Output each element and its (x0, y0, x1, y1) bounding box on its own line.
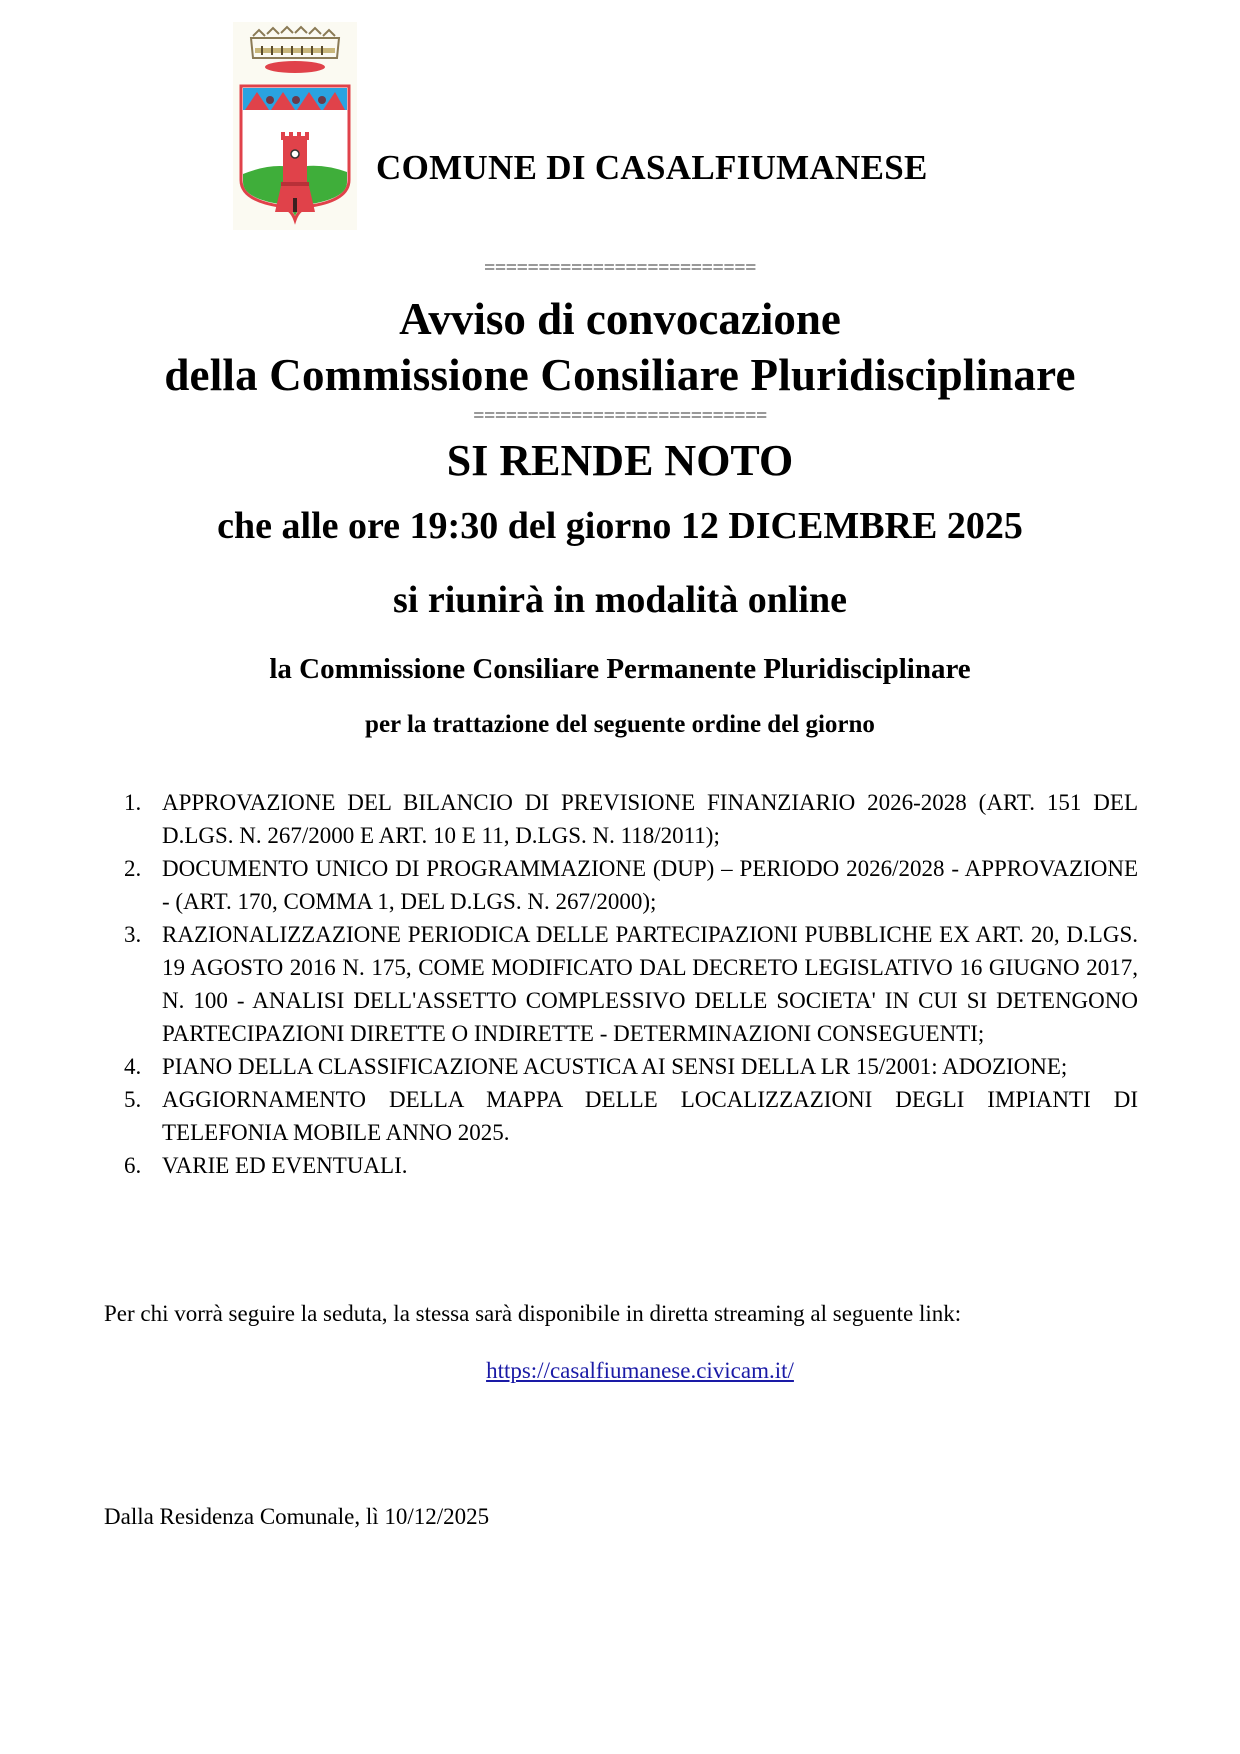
agenda-item (118, 1149, 1138, 1182)
agenda-item-number: 5. (124, 1087, 142, 1112)
agenda-item (118, 1083, 1138, 1149)
agenda-item-text: APPROVAZIONE DEL BILANCIO DI PREVISIONE FINANZIARIO 2026-2028 (ART. 151 DEL D.LGS. N. 267/2000 E ART. 10 E 11, D.LGS. N. 118/2011); (162, 790, 1138, 848)
municipality-name: COMUNE DI CASALFIUMANESE (376, 148, 928, 187)
agenda-item (118, 918, 1138, 1050)
agenda-item-text: AGGIORNAMENTO DELLA MAPPA DELLE LOCALIZZAZIONI DEGLI IMPIANTI DI TELEFONIA MOBILE ANNO 2025. (162, 1087, 1138, 1145)
streaming-link-container (0, 1356, 1240, 1386)
municipal-crest-icon (233, 22, 357, 230)
commission-name: la Commissione Consiliare Permanente Pluridisciplinare (269, 653, 971, 685)
announcement-heading: SI RENDE NOTO (446, 436, 794, 485)
agenda-intro: per la trattazione del seguente ordine del giorno (365, 711, 875, 738)
agenda-item (118, 852, 1138, 918)
notice-title: Avviso di convocazione (399, 294, 841, 344)
agenda-item-number: 3. (124, 922, 142, 947)
coat-of-arms-icon (233, 22, 357, 230)
crown-icon (251, 27, 339, 73)
agenda-item-number: 1. (124, 790, 142, 815)
agenda-item (118, 786, 1138, 852)
streaming-info: Per chi vorrà seguire la seduta, la stessa sarà disponibile in diretta streaming al seguente link: (104, 1301, 962, 1326)
agenda-item-text: PIANO DELLA CLASSIFICAZIONE ACUSTICA AI SENSI DELLA LR 15/2001: ADOZIONE; (162, 1054, 1068, 1079)
meeting-datetime: che alle ore 19:30 del giorno 12 DICEMBRE 2025 (217, 505, 1023, 547)
agenda-item-number: 4. (124, 1054, 142, 1079)
shield-icon (241, 86, 349, 220)
signature-date: Dalla Residenza Comunale, lì 10/12/2025 (104, 1504, 490, 1529)
agenda-item-number: 2. (124, 856, 142, 881)
agenda-list (118, 786, 1138, 1182)
agenda-item-text: RAZIONALIZZAZIONE PERIODICA DELLE PARTECIPAZIONI PUBBLICHE EX ART. 20, D.LGS. 19 AGOSTO 2016 N. 175, COME MODIFICATO DAL DECRETO LEGISLATIVO 16 GIUGNO 2017, N. 100 - ANALISI DELL'ASSETTO COMPLESSIVO DELLE SOCIETA' IN CUI SI DETENGONO PARTECIPAZIONI DIRETTE O INDIRETTE - DETERMINAZIONI CONSEGUENTI; (162, 922, 1138, 1046)
streaming-link[interactable]: https://casalfiumanese.civicam.it/ (486, 1358, 794, 1383)
agenda-item-number: 6. (124, 1153, 142, 1178)
agenda-item-text: DOCUMENTO UNICO DI PROGRAMMAZIONE (DUP) – PERIODO 2026/2028 - APPROVAZIONE - (ART. 170, COMMA 1, DEL D.LGS. N. 267/2000); (162, 856, 1138, 914)
notice-subtitle: della Commissione Consiliare Pluridisciplinare (164, 350, 1076, 400)
agenda-item-text: VARIE ED EVENTUALI. (162, 1153, 408, 1178)
meeting-mode: si riunirà in modalità online (393, 579, 847, 621)
agenda-item (118, 1050, 1138, 1083)
separator-line: ========================= (484, 257, 756, 279)
separator-line: =========================== (473, 405, 767, 427)
